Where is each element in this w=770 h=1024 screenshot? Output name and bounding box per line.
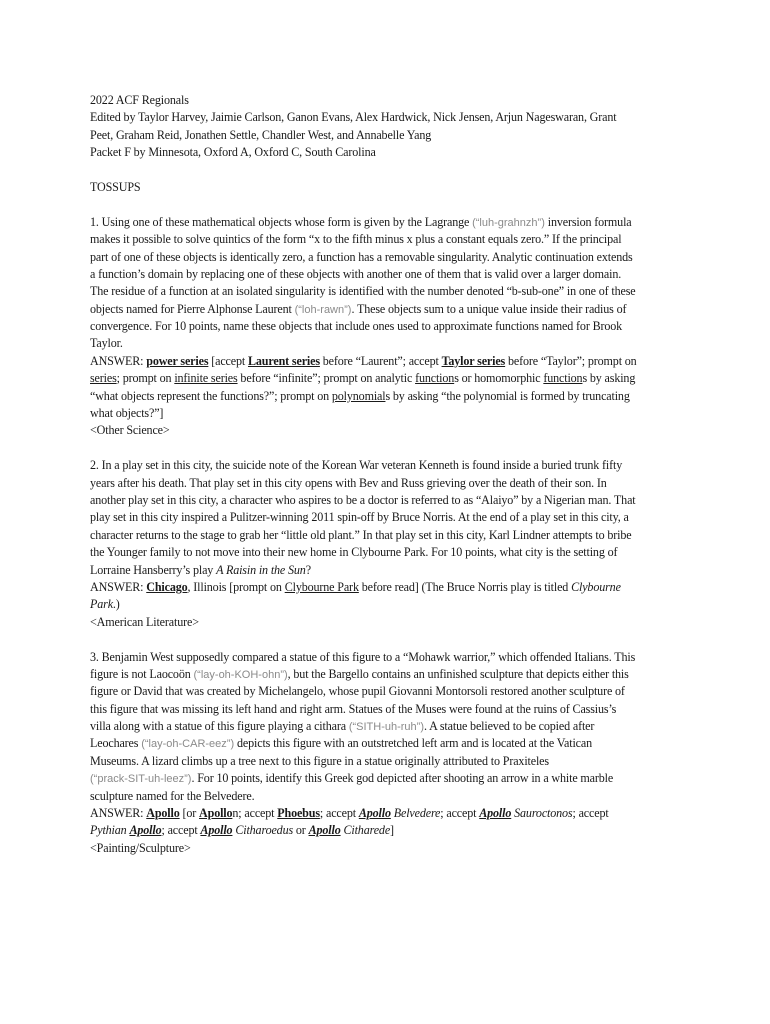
answer-main: Chicago <box>146 579 188 594</box>
packet-authors: Packet F by Minnesota, Oxford A, Oxford C, South Carolina <box>90 145 376 160</box>
question-text-line: play set in this city inspired a Pulitzer-winning 2011 spin-off by Bruce Norris. At the end of a play set in this city, a <box>90 510 629 525</box>
question-text-line: figure or David that was created by Michelangelo, whose pupil Giovanni Montorsoli restored another sculpture of <box>90 684 625 699</box>
editors-line-2: Peet, Graham Reid, Jonathen Settle, Chandler West, and Annabelle Yang <box>90 127 432 142</box>
pronunciation-guide: (“luh-grahnzh”) <box>472 216 545 229</box>
pronunciation-guide: (“lay-oh-CAR-eez”) <box>141 738 235 751</box>
category-tag: <American Literature> <box>90 614 199 629</box>
tossup-2: 2. In a play set in this city, the suicide note of the Korean War veteran Kenneth is found inside a buried trunk fifty years after his death. That play set in this city opens with Bev and Russ grieving over the death of their son. In another play set in this city, a character who aspires to be a doctor is referred to as “Alaiyo” by a Nigerian man. That play set in this city inspired a Pulitzer-winning 2011 spin-off by Bruce Norris. At the end of a play set in this city, a character returns to the stage to grab her “little old plant.” In that play set in this city, Karl Lindner attempts to bribe the Younger family to not move into their new home in Clybourne Park. For 10 points, what city is the setting of Lorraine Hansberry’s play A Raisin in the Sun? ANSWER: Chicago, Illinois [prompt on Clybourne Park before read] (The Bruce Norris play is titled Clybourne Park.) <American Literature> <box>90 457 680 631</box>
question-text-line: this figure that was missing its left hand and right arm. Statues of the Muses were found at the ruins of Cassius’s <box>90 701 617 716</box>
pronunciation-guide: (“loh-rawn”) <box>294 303 352 316</box>
question-text-line: character returns to the stage to grab her “little old plant.” In that play set in this city, Karl Lindner attempts to bribe <box>90 527 632 542</box>
question-text-line: sculpture named for the Belvedere. <box>90 788 255 803</box>
question-text-line: makes it possible to solve quintics of the form “x to the fifth minus x plus a constant equals zero.” If the principal <box>90 232 622 247</box>
question-text-line: a function’s domain by replacing one of these objects with another one of them that is valid over a larger domain. <box>90 266 622 281</box>
pronunciation-guide: (“lay-oh-KOH-ohn”) <box>193 668 288 681</box>
question-text-line: 3. Benjamin West supposedly compared a statue of this figure to a “Mohawk warrior,” which offended Italians. This <box>90 649 636 664</box>
question-text-line: Taylor. <box>90 336 123 351</box>
section-heading: TOSSUPS <box>90 179 141 194</box>
question-text-line: the Younger family to not move into their new home in Clybourne Park. For 10 points, what city is the setting of <box>90 545 618 560</box>
packet-title: 2022 ACF Regionals <box>90 93 189 107</box>
answer-line: ANSWER: Apollo [or Apollon; accept Phoebus; accept Apollo Belvedere; accept Apollo Sauroctonos; accept <box>90 806 609 821</box>
question-text-line: part of one of these objects is identically zero, a function has a removable singularity. Analytic continuation extends <box>90 249 633 264</box>
document-page <box>90 92 680 857</box>
answer-line: ANSWER: Chicago, Illinois [prompt on Clybourne Park before read] (The Bruce Norris play is titled Clybourne <box>90 579 621 594</box>
editors-line-1: Edited by Taylor Harvey, Jaimie Carlson, Ganon Evans, Alex Hardwick, Nick Jensen, Arjun Nageswaran, Grant <box>90 110 617 125</box>
question-text-line: years after his death. That play set in this city opens with Bev and Russ grieving over the death of their son. In <box>90 475 607 490</box>
question-text-line: Museums. A lizard climbs up a tree next to this figure in a statue originally attributed to Praxiteles <box>90 753 549 768</box>
category-tag: <Painting/Sculpture> <box>90 840 191 855</box>
question-text-line: another play set in this city, a character who aspires to be a doctor is referred to as “Alaiyo” by a Nigerian man. That <box>90 492 636 507</box>
question-text-line: 2. In a play set in this city, the suicide note of the Korean War veteran Kenneth is found inside a buried trunk fifty <box>90 458 623 473</box>
tossup-1: 1. Using one of these mathematical objects whose form is given by the Lagrange (“luh-grahnzh”) inversion formula makes it possible to solve quintics of the form “x to the fifth minus x plus a constant equals zero.” If the principal part of one of these objects is identically zero, a function has a removable singularity. Analytic continuation extends a function’s domain by replacing one of these objects with another one of them that is valid over a larger domain. The residue of a function at an isolated singularity is identified with the number denoted “b-sub-one” in one of these objects named for Pierre Alphonse Laurent (“loh-rawn”). These objects sum to a unique value inside their radius of convergence. For 10 points, name these objects that include ones used to approximate functions named for Brook Taylor. ANSWER: power series [accept Laurent series before “Laurent”; accept Taylor series before “Taylor”; prompt on series; prompt on infinite series before “infinite”; prompt on analytic functions or homomorphic functions by asking “what objects represent the functions?”; prompt on polynomials by asking “the polynomial is formed by truncating what objects?”] <Other Science> <box>90 214 680 440</box>
tossup-3: 3. Benjamin West supposedly compared a statue of this figure to a “Mohawk warrior,” which offended Italians. This figure is not Laocoön (“lay-oh-KOH-ohn”), but the Bargello contains an unfinished sculpture that depicts either this figure or David that was created by Michelangelo, whose pupil Giovanni Montorsoli restored another sculpture of this figure that was missing its left hand and right arm. Statues of the Muses were found at the ruins of Cassius’s villa along with a statue of this figure playing a cithara (“SITH-uh-ruh”). A statue believed to be copied after Leochares (“lay-oh-CAR-eez”) depicts this figure with an outstretched left arm and is located at the Vatican Museums. A lizard climbs up a tree next to this figure in a statue originally attributed to Praxiteles (“prack-SIT-uh-leez”). For 10 points, identify this Greek god depicted after shooting an arrow in a white marble sculpture named for the Belvedere. ANSWER: Apollo [or Apollon; accept Phoebus; accept Apollo Belvedere; accept Apollo Sauroctonos; accept Pythian Apollo; accept Apollo Citharoedus or Apollo Citharede] <Painting/Sculpture> <box>90 649 680 858</box>
question-text-line: convergence. For 10 points, name these objects that include ones used to approximate functions named for Brook <box>90 319 623 334</box>
question-text-line: The residue of a function at an isolated singularity is identified with the number denoted “b-sub-one” in one of these <box>90 284 636 299</box>
answer-main: Apollo <box>146 806 180 821</box>
pronunciation-guide: (“SITH-uh-ruh”) <box>348 721 424 734</box>
pronunciation-guide: (“prack-SIT-uh-leez”) <box>90 773 192 786</box>
category-tag: <Other Science> <box>90 423 170 438</box>
answer-line: ANSWER: power series [accept Laurent series before “Laurent”; accept Taylor series before “Taylor”; prompt on <box>90 353 637 368</box>
answer-main: power series <box>146 353 209 368</box>
